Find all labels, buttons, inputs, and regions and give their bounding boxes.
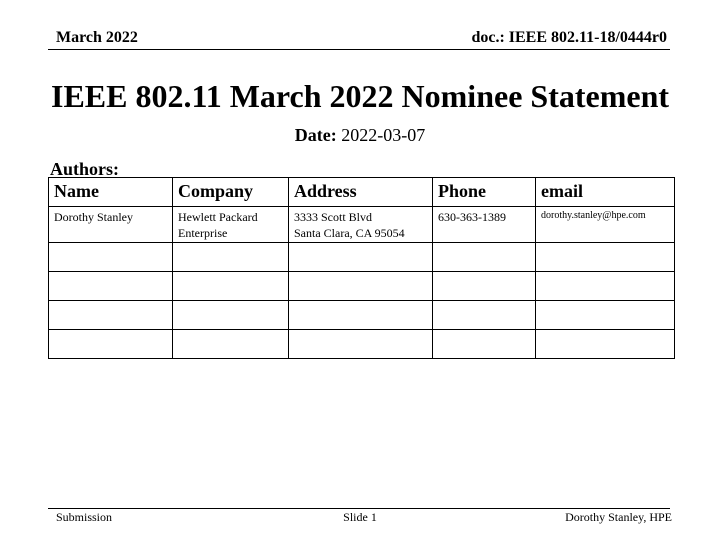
header-doc-id: doc.: IEEE 802.11-18/0444r0 [471,29,667,46]
cell-address-line2: Santa Clara, CA 95054 [294,226,405,240]
header-date: March 2022 [56,29,138,46]
cell-company [173,243,289,272]
date-value: 2022-03-07 [341,125,426,145]
cell-email [536,272,675,301]
cell-company [173,207,289,243]
cell-address [289,272,433,301]
table-row [49,330,675,359]
cell-phone-text: 630-363-1389 [438,210,506,224]
col-header-name: Name [49,178,173,207]
table-row [49,272,675,301]
cell-company [173,272,289,301]
cell-name [49,243,173,272]
footer-slide-number: Slide 1 [343,510,377,524]
table-row [49,243,675,272]
cell-name [49,330,173,359]
cell-company [173,330,289,359]
footer-submission: Submission [56,510,113,524]
cell-name [49,301,173,330]
cell-email [536,301,675,330]
date-label: Date: [294,125,337,145]
footer-divider [48,508,670,509]
cell-phone [433,272,536,301]
cell-phone [433,207,536,243]
authors-label: Authors: [50,159,120,179]
slide-title: IEEE 802.11 March 2022 Nominee Statement [50,78,670,114]
footer-author: Dorothy Stanley, HPE [565,510,672,524]
table-row [49,301,675,330]
cell-phone [433,301,536,330]
col-header-phone: Phone [433,178,536,207]
header-divider [48,49,670,50]
cell-address-line1: 3333 Scott Blvd [294,210,373,224]
cell-company-line2: Enterprise [178,226,228,240]
table-row [49,207,675,243]
col-header-company: Company [173,178,289,207]
cell-name [49,272,173,301]
cell-email-text: dorothy.stanley@hpe.com [541,210,646,221]
cell-address [289,207,433,243]
col-header-email: email [536,178,675,207]
cell-email [536,207,675,243]
cell-address [289,301,433,330]
slide-date [0,124,720,146]
cell-address [289,243,433,272]
cell-phone [433,243,536,272]
cell-company-line1: Hewlett Packard [178,210,258,224]
col-header-address: Address [289,178,433,207]
authors-table [48,177,675,359]
cell-name-text: Dorothy Stanley [54,210,133,224]
cell-email [536,243,675,272]
table-header-row [49,178,675,207]
cell-email [536,330,675,359]
cell-company [173,301,289,330]
cell-phone [433,330,536,359]
cell-address [289,330,433,359]
cell-name [49,207,173,243]
